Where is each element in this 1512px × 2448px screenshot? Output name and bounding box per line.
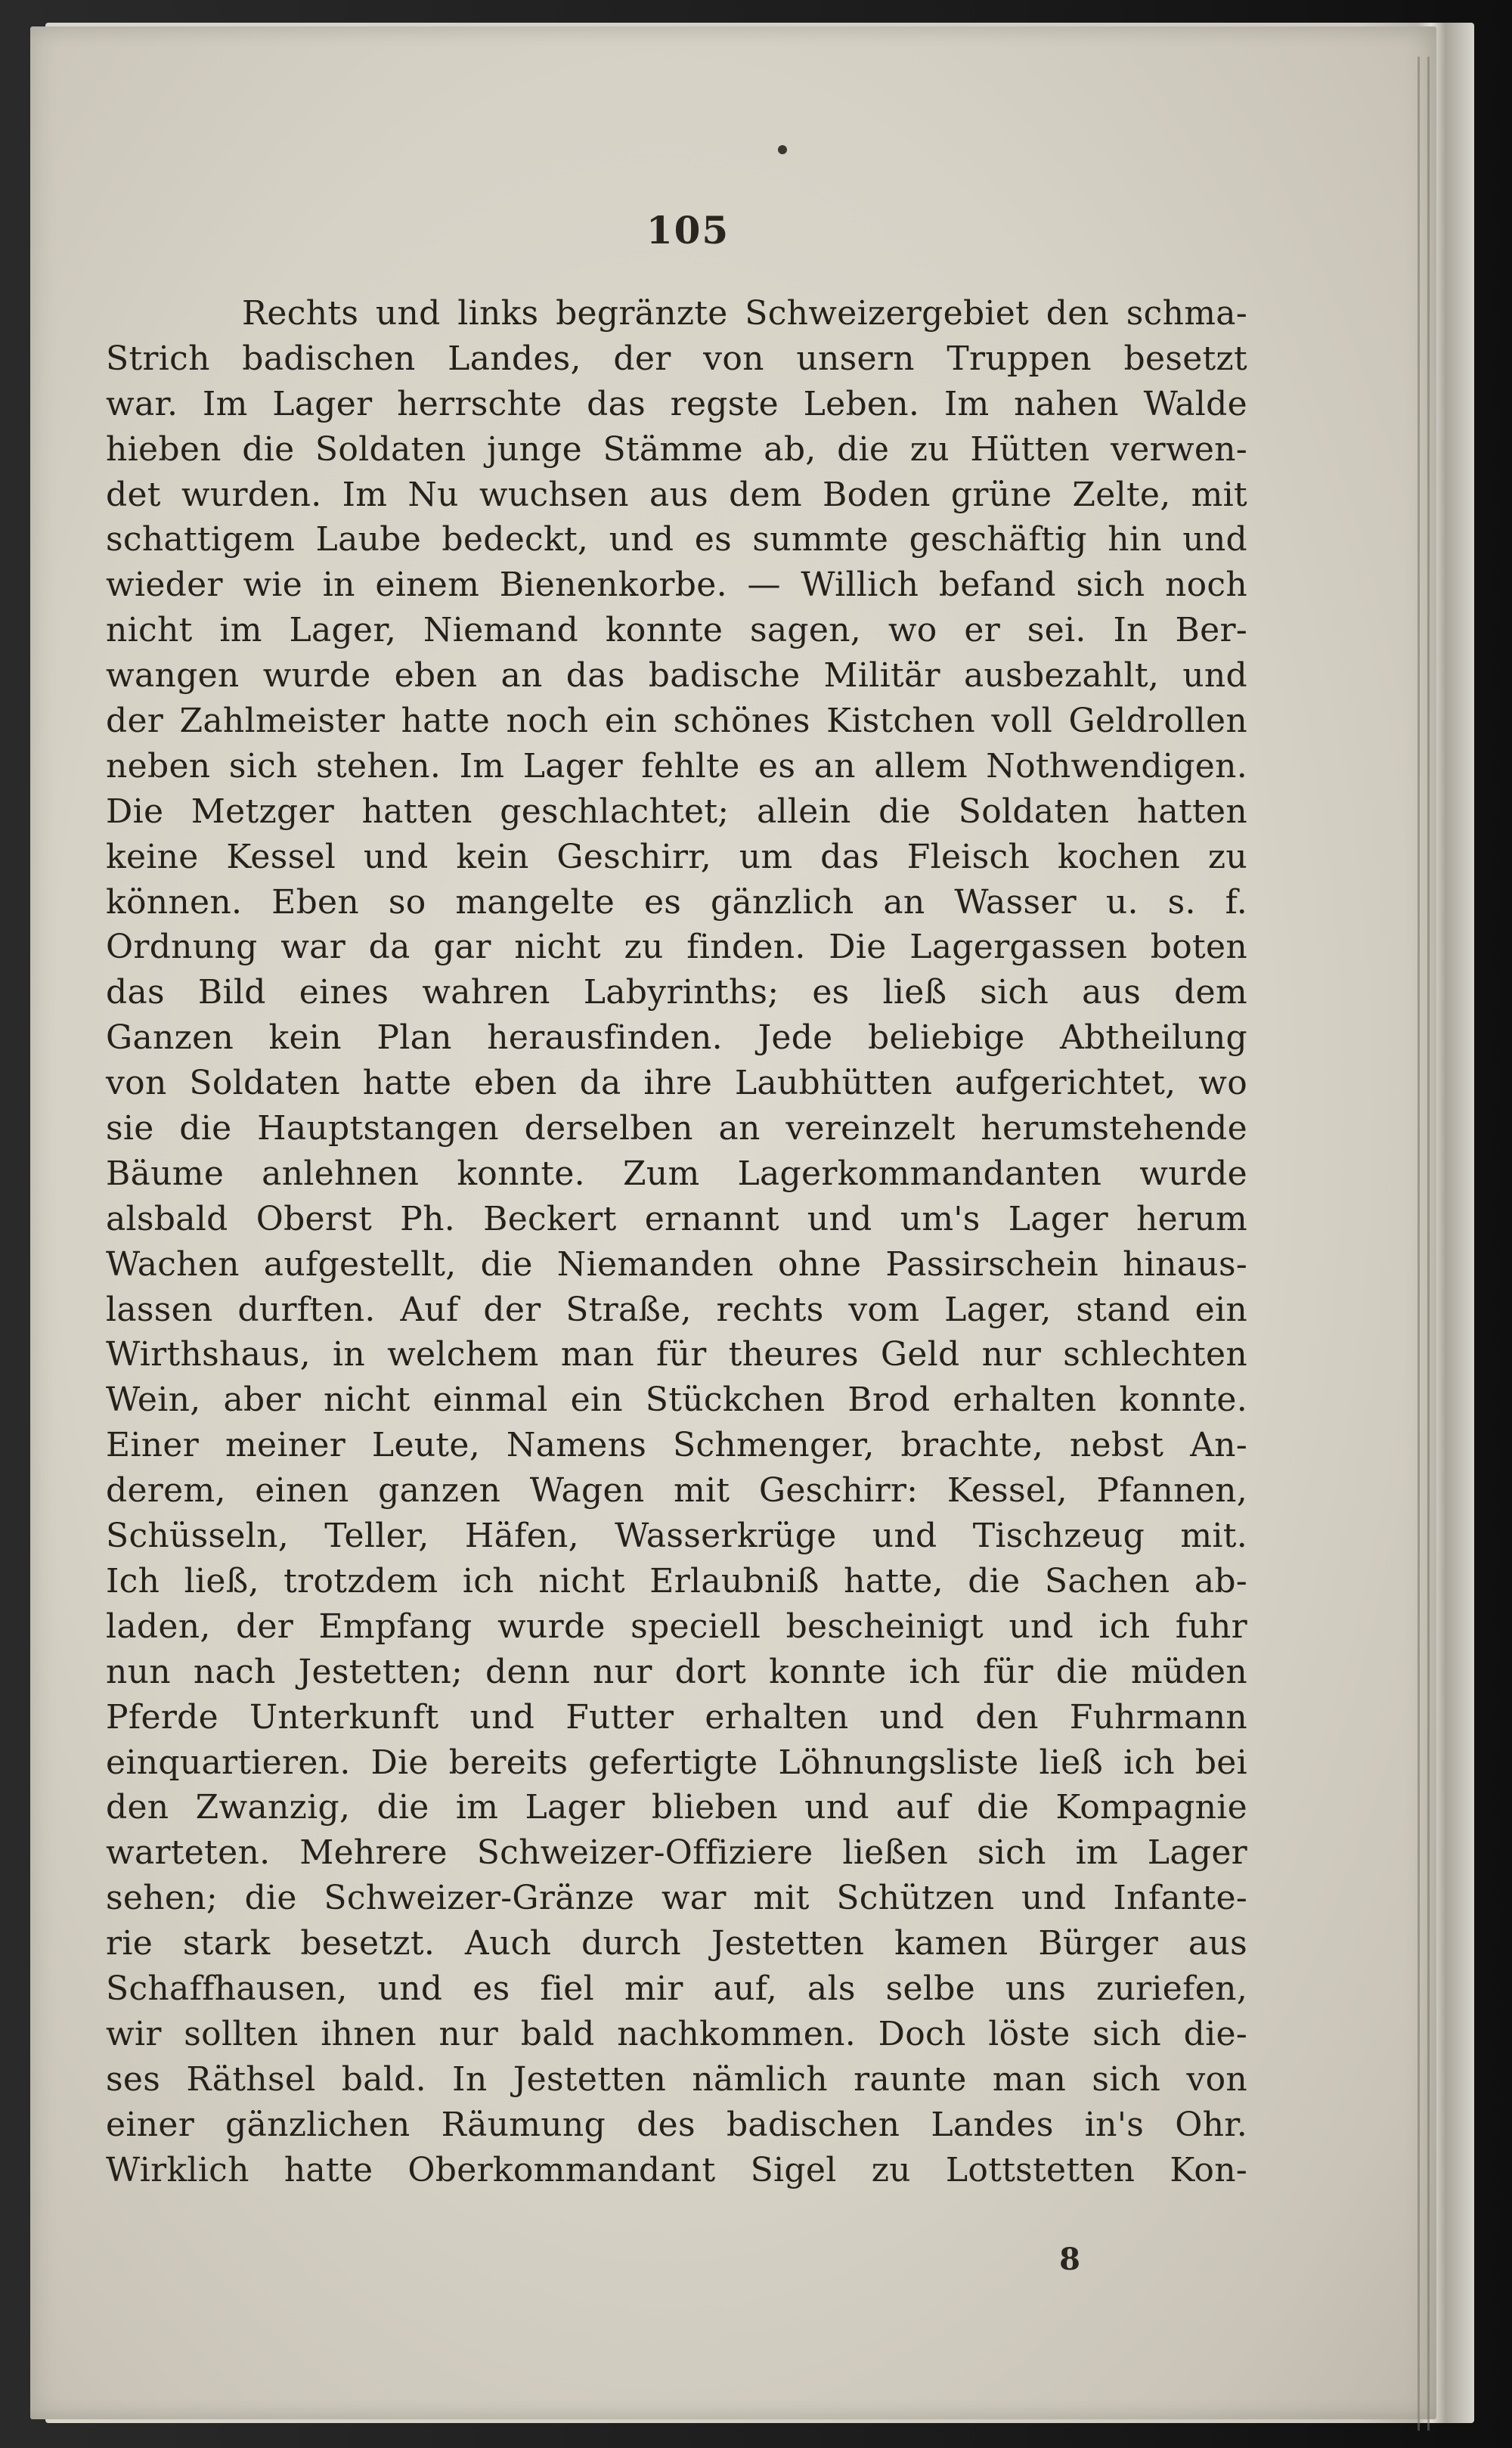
text-line: warteten. Mehrere Schweizer-Offiziere ließen sich im Lager — [106, 1833, 1247, 1873]
text-line: Einer meiner Leute, Namens Schmenger, brachte, nebst An- — [106, 1426, 1247, 1465]
text-line: det wurden. Im Nu wuchsen aus dem Boden grüne Zelte, mit — [106, 475, 1247, 514]
text-line: alsbald Oberst Ph. Beckert ernannt und um's Lager herum — [106, 1199, 1247, 1238]
text-line: das Bild eines wahren Labyrinths; es ließ sich aus dem — [106, 973, 1247, 1012]
text-line: Rechts und links begränzte Schweizergebiet den schma- — [242, 294, 1247, 333]
text-line: können. Eben so mangelte es gänzlich an Wasser u. s. f. — [106, 882, 1247, 922]
text-line: Wein, aber nicht einmal ein Stückchen Brod erhalten konnte. — [106, 1380, 1247, 1420]
text-line: Bäume anlehnen konnte. Zum Lagerkommandanten wurde — [106, 1154, 1247, 1193]
text-line: war. Im Lager herrschte das regste Leben. Im nahen Walde — [106, 384, 1247, 423]
book-page — [30, 26, 1436, 2419]
text-line: Schüsseln, Teller, Häfen, Wasserkrüge und Tischzeug mit. — [106, 1517, 1247, 1556]
text-line: einer gänzlichen Räumung des badischen Landes in's Ohr. — [106, 2105, 1247, 2144]
page-edge-line — [1418, 57, 1420, 2431]
text-line: laden, der Empfang wurde speciell bescheinigt und ich fuhr — [106, 1607, 1247, 1646]
text-line: den Zwanzig, die im Lager blieben und auf die Kompagnie — [106, 1788, 1247, 1827]
body-text — [106, 291, 1247, 2192]
text-line: der Zahlmeister hatte noch ein schönes Kistchen voll Geldrollen — [106, 702, 1247, 741]
page-number: 105 — [646, 208, 730, 253]
text-line: von Soldaten hatte eben da ihre Laubhütten aufgerichtet, wo — [106, 1064, 1247, 1103]
text-line: keine Kessel und kein Geschirr, um das Fleisch kochen zu — [106, 837, 1247, 876]
text-line: schattigem Laube bedeckt, und es summte geschäftig hin und — [106, 520, 1247, 559]
text-line: derem, einen ganzen Wagen mit Geschirr: Kessel, Pfannen, — [106, 1471, 1247, 1511]
text-line: nicht im Lager, Niemand konnte sagen, wo er sei. In Ber- — [106, 611, 1247, 650]
text-line: Schaffhausen, und es fiel mir auf, als selbe uns zuriefen, — [106, 1969, 1247, 2008]
text-line: hieben die Soldaten junge Stämme ab, die zu Hütten verwen- — [106, 429, 1247, 469]
text-line: lassen durften. Auf der Straße, rechts vom Lager, stand ein — [106, 1290, 1247, 1329]
text-line: wieder wie in einem Bienenkorbe. — Willich befand sich noch — [106, 566, 1247, 605]
ink-speck — [778, 145, 787, 154]
text-line: neben sich stehen. Im Lager fehlte es an allem Nothwendigen. — [106, 746, 1247, 786]
text-line: Strich badischen Landes, der von unsern Truppen besetzt — [106, 339, 1247, 378]
text-line: einquartieren. Die bereits gefertigte Löhnungsliste ließ ich bei — [106, 1743, 1247, 1782]
text-line: Ordnung war da gar nicht zu finden. Die Lagergassen boten — [106, 928, 1247, 967]
text-line: Ganzen kein Plan herausfinden. Jede beliebige Abtheilung — [106, 1018, 1247, 1058]
text-line: rie stark besetzt. Auch durch Jestetten kamen Bürger aus — [106, 1924, 1247, 1963]
text-line: wangen wurde eben an das badische Militär ausbezahlt, und — [106, 656, 1247, 696]
text-line: Ich ließ, trotzdem ich nicht Erlaubniß hatte, die Sachen ab- — [106, 1561, 1247, 1600]
text-line: Wachen aufgestellt, die Niemanden ohne Passirschein hinaus- — [106, 1244, 1247, 1284]
text-line: ses Räthsel bald. In Jestetten nämlich raunte man sich von — [106, 2059, 1247, 2099]
text-line: Wirthshaus, in welchem man für theures Geld nur schlechten — [106, 1335, 1247, 1374]
text-line: sie die Hauptstangen derselben an vereinzelt herumstehende — [106, 1109, 1247, 1148]
text-line: sehen; die Schweizer-Gränze war mit Schützen und Infante- — [106, 1879, 1247, 1918]
text-line: wir sollten ihnen nur bald nachkommen. Doch löste sich die- — [106, 2014, 1247, 2053]
page-edge-line — [1427, 57, 1430, 2431]
text-line: Wirklich hatte Oberkommandant Sigel zu Lottstetten Kon- — [106, 2150, 1247, 2189]
text-line: Pferde Unterkunft und Futter erhalten und den Fuhrmann — [106, 1697, 1247, 1737]
text-line: nun nach Jestetten; denn nur dort konnte ich für die müden — [106, 1652, 1247, 1691]
text-line: Die Metzger hatten geschlachtet; allein die Soldaten hatten — [106, 792, 1247, 831]
signature-mark: 8 — [1059, 2242, 1080, 2277]
